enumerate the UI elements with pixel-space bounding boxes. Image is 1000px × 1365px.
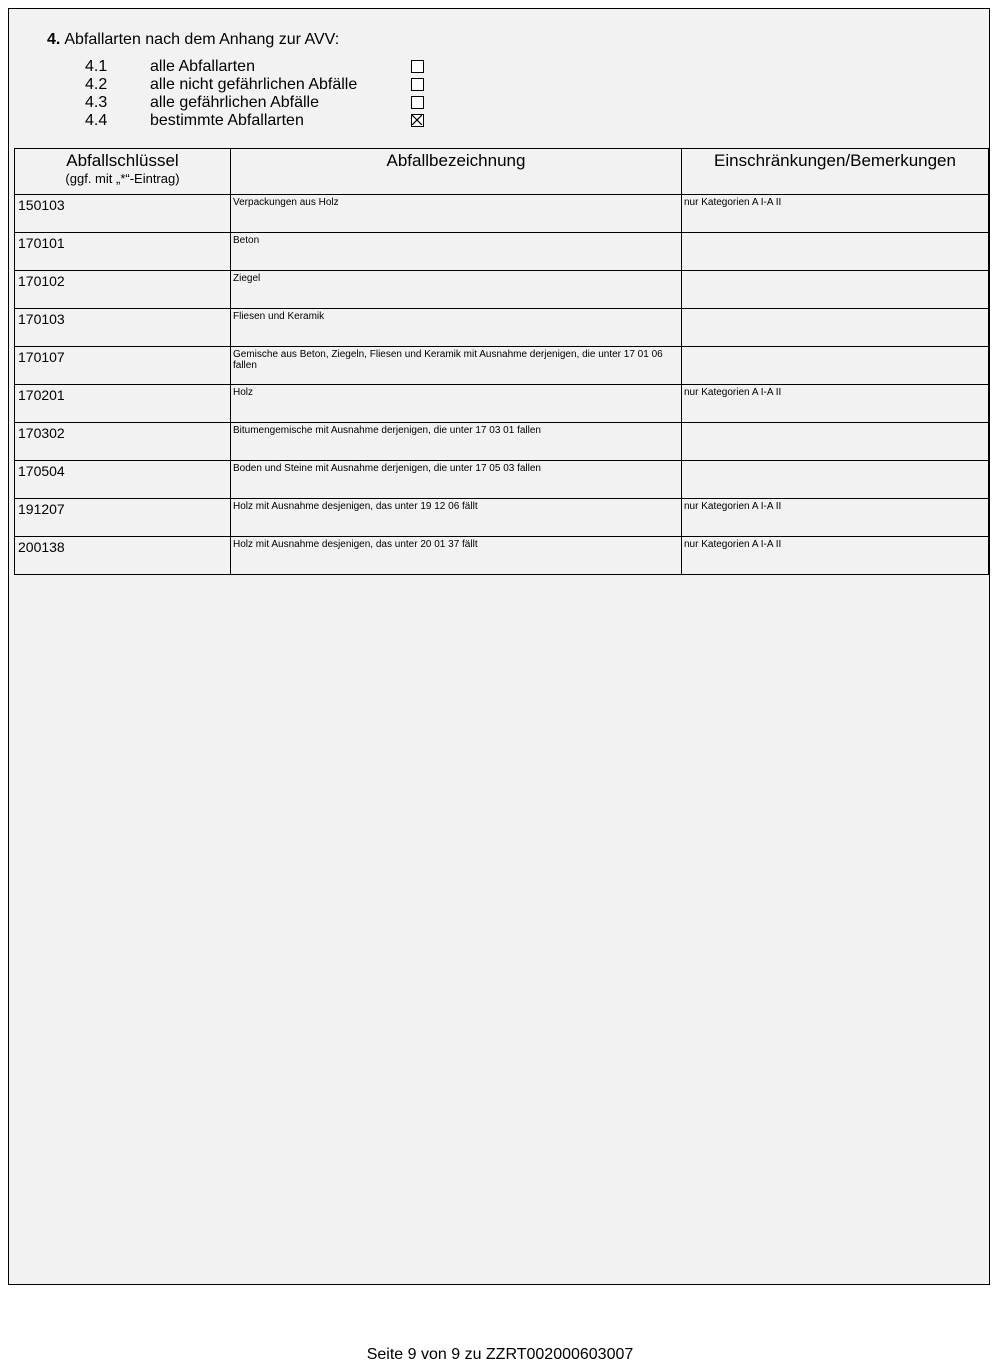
waste-description-cell: Bitumengemische mit Ausnahme derjenigen, die unter 17 03 01 fallen (231, 423, 682, 461)
waste-description-cell: Holz mit Ausnahme desjenigen, das unter 20 01 37 fällt (231, 537, 682, 575)
table-row (15, 461, 989, 499)
waste-description-cell: Holz mit Ausnahme desjenigen, das unter 19 12 06 fällt (231, 499, 682, 537)
table-row (15, 537, 989, 575)
waste-description-cell: Gemische aus Beton, Ziegeln, Fliesen und Keramik mit Ausnahme derjenigen, die unter 17 01 06 fallen (231, 347, 682, 385)
table-row (15, 385, 989, 423)
table-row (15, 347, 989, 385)
form-frame (8, 8, 990, 1285)
table-row (15, 271, 989, 309)
waste-description-cell: Holz (231, 385, 682, 423)
waste-code-cell: 170302 (15, 423, 231, 461)
header-remarks: Einschränkungen/Bemerkungen (682, 149, 989, 195)
option-label: alle gefährlichen Abfälle (150, 94, 320, 111)
waste-code-cell: 170201 (15, 385, 231, 423)
waste-remarks-cell: nur Kategorien A I-A II (682, 385, 989, 423)
option-number: 4.1 (85, 58, 108, 75)
option-number: 4.2 (85, 76, 108, 93)
waste-table (14, 148, 989, 575)
option-number: 4.3 (85, 94, 108, 111)
header-description: Abfallbezeichnung (231, 149, 682, 195)
page-footer: Seite 9 von 9 zu ZZRT002000603007 (366, 1346, 634, 1363)
option-checkbox[interactable] (411, 78, 424, 91)
header-code-label: Abfallschlüssel (66, 151, 179, 170)
waste-code-cell: 170504 (15, 461, 231, 499)
option-checkbox[interactable] (411, 60, 424, 73)
option-row (9, 58, 509, 76)
waste-description-cell: Fliesen und Keramik (231, 309, 682, 347)
waste-description-cell: Ziegel (231, 271, 682, 309)
option-label: bestimmte Abfallarten (150, 112, 304, 129)
table-row (15, 309, 989, 347)
waste-remarks-cell (682, 347, 989, 385)
table-row (15, 423, 989, 461)
table-row (15, 499, 989, 537)
waste-remarks-cell: nur Kategorien A I-A II (682, 499, 989, 537)
section-title (47, 31, 339, 49)
waste-code-cell: 170101 (15, 233, 231, 271)
waste-code-cell: 200138 (15, 537, 231, 575)
waste-remarks-cell (682, 461, 989, 499)
waste-description-cell: Boden und Steine mit Ausnahme derjenigen, die unter 17 05 03 fallen (231, 461, 682, 499)
waste-remarks-cell: nur Kategorien A I-A II (682, 537, 989, 575)
waste-remarks-cell (682, 309, 989, 347)
option-checkbox[interactable] (411, 114, 424, 127)
header-code-sub: (ggf. mit „*“-Eintrag) (65, 171, 180, 186)
section-number: 4. (47, 31, 61, 48)
waste-code-cell: 150103 (15, 195, 231, 233)
waste-description-cell: Verpackungen aus Holz (231, 195, 682, 233)
option-row (9, 76, 509, 94)
waste-remarks-cell (682, 233, 989, 271)
waste-code-cell: 191207 (15, 499, 231, 537)
option-number: 4.4 (85, 112, 108, 129)
checkmark-x-icon (412, 115, 422, 125)
option-row (9, 94, 509, 112)
table-body (15, 195, 989, 575)
option-row (9, 112, 509, 130)
option-checkbox[interactable] (411, 96, 424, 109)
waste-description-cell: Beton (231, 233, 682, 271)
waste-remarks-cell (682, 271, 989, 309)
table-row (15, 195, 989, 233)
waste-remarks-cell: nur Kategorien A I-A II (682, 195, 989, 233)
waste-remarks-cell (682, 423, 989, 461)
option-label: alle Abfallarten (150, 58, 255, 75)
table-header-row (15, 149, 989, 195)
option-label: alle nicht gefährlichen Abfälle (150, 76, 358, 93)
waste-code-cell: 170102 (15, 271, 231, 309)
section-title-text: Abfallarten nach dem Anhang zur AVV: (64, 31, 340, 48)
waste-code-cell: 170103 (15, 309, 231, 347)
table-row (15, 233, 989, 271)
header-code (15, 149, 231, 195)
waste-code-cell: 170107 (15, 347, 231, 385)
